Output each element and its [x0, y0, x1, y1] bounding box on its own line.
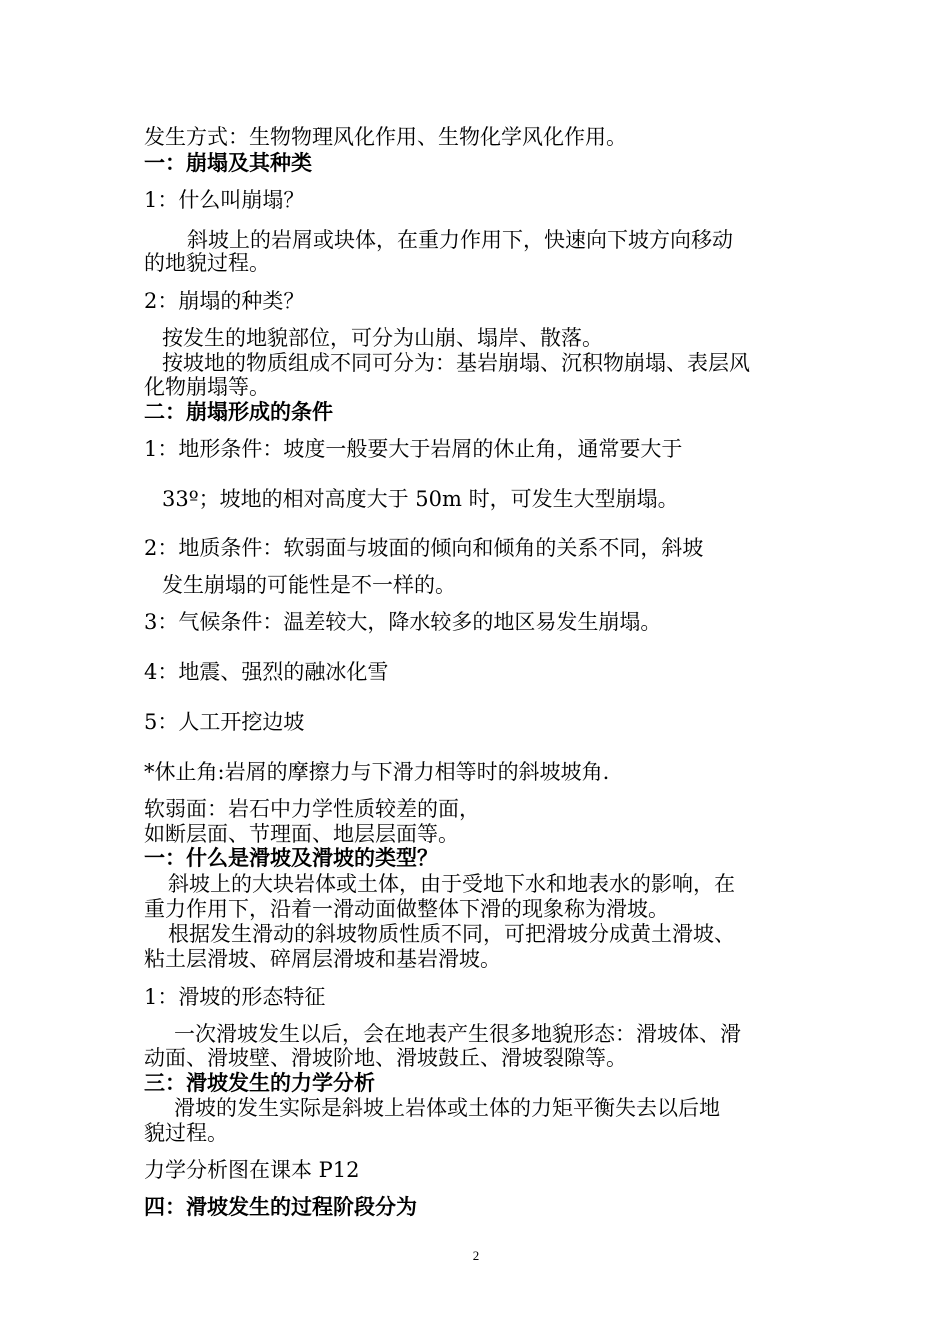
- text-line: 2：地质条件：软弱面与坡面的倾向和倾角的关系不同，斜坡: [144, 536, 704, 560]
- text-line: 重力作用下，沿着一滑动面做整体下滑的现象称为滑坡。: [144, 897, 669, 921]
- text-line: 按坡地的物质组成不同可分为：基岩崩塌、沉积物崩塌、表层风: [162, 351, 750, 375]
- text-line: 斜坡上的大块岩体或土体，由于受地下水和地表水的影响，在: [168, 872, 735, 896]
- subheading: 1：滑坡的形态特征: [144, 985, 326, 1009]
- text-line: 粘土层滑坡、碎屑层滑坡和基岩滑坡。: [144, 947, 501, 971]
- text-line: 化物崩塌等。: [144, 375, 270, 399]
- page-number: 2: [472, 1248, 480, 1263]
- text-line: 发生方式：生物物理风化作用、生物化学风化作用。: [144, 125, 627, 149]
- subheading: 1：什么叫崩塌？: [144, 188, 305, 212]
- section-heading: 三：滑坡发生的力学分析: [144, 1071, 375, 1095]
- text-line: 发生崩塌的可能性是不一样的。: [162, 573, 456, 597]
- text-line: 滑坡的发生实际是斜坡上岩体或土体的力矩平衡失去以后地: [174, 1096, 720, 1120]
- note-line: 如断层面、节理面、地层层面等。: [144, 822, 459, 846]
- text-line: 按发生的地貌部位，可分为山崩、塌岸、散落。: [162, 326, 603, 350]
- text-line: 一次滑坡发生以后，会在地表产生很多地貌形态：滑坡体、滑: [174, 1022, 741, 1046]
- text-line: 的地貌过程。: [144, 251, 270, 275]
- text-line: 1：地形条件：坡度一般要大于岩屑的休止角，通常要大于: [144, 437, 683, 461]
- text-line: 根据发生滑动的斜坡物质性质不同，可把滑坡分成黄土滑坡、: [168, 922, 735, 946]
- section-heading: 一：崩塌及其种类: [144, 151, 312, 175]
- text-line: 动面、滑坡壁、滑坡阶地、滑坡鼓丘、滑坡裂隙等。: [144, 1046, 627, 1070]
- note-line: *休止角:岩屑的摩擦力与下滑力相等时的斜坡坡角.: [144, 760, 610, 784]
- text-line: 5：人工开挖边坡: [144, 710, 305, 734]
- text-line: 斜坡上的岩屑或块体，在重力作用下，快速向下坡方向移动: [187, 228, 733, 252]
- section-heading: 四：滑坡发生的过程阶段分为: [144, 1195, 417, 1219]
- text-line: 4：地震、强烈的融冰化雪: [144, 660, 389, 684]
- section-heading: 二：崩塌形成的条件: [144, 400, 333, 424]
- subheading: 2：崩塌的种类？: [144, 289, 305, 313]
- note-line: 软弱面：岩石中力学性质较差的面，: [144, 797, 480, 821]
- section-heading: 一：什么是滑坡及滑坡的类型？: [144, 846, 438, 870]
- text-line: 力学分析图在课本 P12: [144, 1158, 360, 1182]
- text-line: 3：气候条件：温差较大，降水较多的地区易发生崩塌。: [144, 610, 662, 634]
- text-line: 33º；坡地的相对高度大于 50m 时，可发生大型崩塌。: [162, 487, 679, 511]
- text-line: 貌过程。: [144, 1121, 228, 1145]
